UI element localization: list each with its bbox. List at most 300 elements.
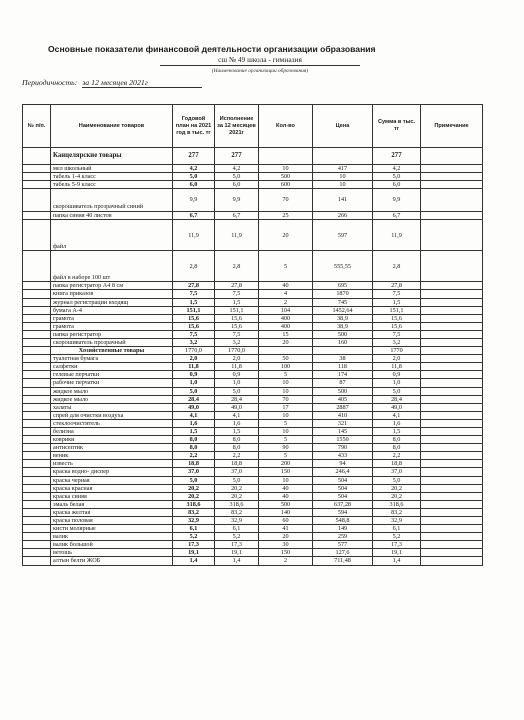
plan-cell: 4,1 bbox=[173, 411, 215, 419]
note-cell bbox=[421, 468, 483, 476]
plan-cell: 28,4 bbox=[173, 395, 215, 403]
table-row bbox=[23, 557, 483, 565]
item-name-cell: жидкое мыло bbox=[51, 395, 173, 403]
row-number-cell bbox=[23, 298, 51, 306]
exec-cell: 0,9 bbox=[215, 371, 259, 379]
item-name-cell: антисептик bbox=[51, 444, 173, 452]
qty-cell: 10 bbox=[259, 476, 313, 484]
sum-cell: 7,5 bbox=[373, 330, 421, 338]
price-cell: 637,28 bbox=[313, 500, 373, 508]
row-number-cell bbox=[23, 525, 51, 533]
exec-cell: 5,0 bbox=[215, 173, 259, 181]
price-cell: 118 bbox=[313, 363, 373, 371]
organization-name: сш № 49 школа - гимназия bbox=[160, 55, 360, 66]
item-name-cell: салфетки bbox=[51, 363, 173, 371]
item-name-cell: скорошиватель прозрачный синий bbox=[51, 189, 173, 212]
row-number-cell bbox=[23, 517, 51, 525]
item-name-cell: краска синяя bbox=[51, 492, 173, 500]
row-number-cell bbox=[23, 427, 51, 435]
item-name-cell: веник bbox=[51, 452, 173, 460]
qty-cell: 5 bbox=[259, 371, 313, 379]
price-cell: 141 bbox=[313, 189, 373, 212]
exec-cell: 18,8 bbox=[215, 460, 259, 468]
table-row bbox=[23, 444, 483, 452]
sum-cell: 4,1 bbox=[373, 411, 421, 419]
table-row bbox=[23, 395, 483, 403]
note-cell bbox=[421, 355, 483, 363]
row-number-cell bbox=[23, 173, 51, 181]
row-number-cell bbox=[23, 363, 51, 371]
table-row bbox=[23, 525, 483, 533]
row-number-cell bbox=[23, 403, 51, 411]
note-cell bbox=[421, 436, 483, 444]
price-cell: 259 bbox=[313, 533, 373, 541]
sum-cell: 11,8 bbox=[373, 363, 421, 371]
exec-cell: 3,2 bbox=[215, 339, 259, 347]
note-cell bbox=[421, 460, 483, 468]
note-cell bbox=[421, 517, 483, 525]
organization-caption: (Наименование организации образования) bbox=[211, 68, 309, 74]
qty-cell: 5 bbox=[259, 452, 313, 460]
note-cell bbox=[421, 181, 483, 189]
sum-cell: 6,7 bbox=[373, 212, 421, 220]
note-cell bbox=[421, 148, 483, 165]
table-row bbox=[23, 220, 483, 251]
row-number-cell bbox=[23, 444, 51, 452]
row-number-cell bbox=[23, 314, 51, 322]
item-name-cell: табель 5-9 класс bbox=[51, 181, 173, 189]
price-cell: 745 bbox=[313, 298, 373, 306]
exec-cell: 49,0 bbox=[215, 403, 259, 411]
exec-cell: 32,9 bbox=[215, 517, 259, 525]
plan-cell: 11,9 bbox=[173, 220, 215, 251]
section-row bbox=[23, 148, 483, 165]
qty-cell: 70 bbox=[259, 395, 313, 403]
note-cell bbox=[421, 290, 483, 298]
table-row bbox=[23, 500, 483, 508]
period-value: за 12 месяцев 2021г bbox=[82, 78, 202, 88]
table-row bbox=[23, 419, 483, 427]
exec-cell: 8,0 bbox=[215, 444, 259, 452]
item-name-cell: Канцелярские товары bbox=[51, 148, 173, 165]
plan-cell: 15,6 bbox=[173, 314, 215, 322]
table-row bbox=[23, 411, 483, 419]
plan-cell: 20,2 bbox=[173, 484, 215, 492]
row-number-cell bbox=[23, 251, 51, 282]
exec-cell: 6,1 bbox=[215, 525, 259, 533]
note-cell bbox=[421, 339, 483, 347]
sum-cell: 6,1 bbox=[373, 525, 421, 533]
col-name-header: Наименование товаров bbox=[51, 105, 173, 148]
sum-cell: 151,1 bbox=[373, 306, 421, 314]
exec-cell: 7,5 bbox=[215, 330, 259, 338]
plan-cell: 277 bbox=[173, 148, 215, 165]
plan-cell: 27,8 bbox=[173, 282, 215, 290]
sum-cell: 1,4 bbox=[373, 557, 421, 565]
price-cell: 597 bbox=[313, 220, 373, 251]
qty-cell: 41 bbox=[259, 525, 313, 533]
qty-cell: 40 bbox=[259, 492, 313, 500]
plan-cell: 5,0 bbox=[173, 387, 215, 395]
row-number-cell bbox=[23, 549, 51, 557]
plan-cell: 8,0 bbox=[173, 436, 215, 444]
note-cell bbox=[421, 533, 483, 541]
sum-cell: 1,5 bbox=[373, 298, 421, 306]
row-number-cell bbox=[23, 395, 51, 403]
plan-cell: 5,2 bbox=[173, 533, 215, 541]
plan-cell: 2,0 bbox=[173, 355, 215, 363]
sum-cell: 15,6 bbox=[373, 314, 421, 322]
note-cell bbox=[421, 427, 483, 435]
exec-cell: 17,3 bbox=[215, 541, 259, 549]
sum-cell: 9,9 bbox=[373, 189, 421, 212]
table-row bbox=[23, 492, 483, 500]
note-cell bbox=[421, 549, 483, 557]
sum-cell: 5,2 bbox=[373, 533, 421, 541]
item-name-cell: грамота bbox=[51, 314, 173, 322]
plan-cell: 9,9 bbox=[173, 189, 215, 212]
price-cell: 87 bbox=[313, 379, 373, 387]
price-cell: 127,6 bbox=[313, 549, 373, 557]
plan-cell: 2,2 bbox=[173, 452, 215, 460]
plan-cell: 6,1 bbox=[173, 525, 215, 533]
qty-cell: 40 bbox=[259, 282, 313, 290]
row-number-cell bbox=[23, 508, 51, 516]
note-cell bbox=[421, 476, 483, 484]
row-number-cell bbox=[23, 419, 51, 427]
qty-cell: 70 bbox=[259, 189, 313, 212]
item-name-cell: краска красная bbox=[51, 484, 173, 492]
item-name-cell: папка синяя 40 листов bbox=[51, 212, 173, 220]
exec-cell: 1,4 bbox=[215, 557, 259, 565]
col-note-header: Примечание bbox=[421, 105, 483, 148]
exec-cell: 5,2 bbox=[215, 533, 259, 541]
item-name-cell: мел школьный bbox=[51, 165, 173, 173]
table-row bbox=[23, 181, 483, 189]
row-number-cell bbox=[23, 212, 51, 220]
note-cell bbox=[421, 492, 483, 500]
price-cell: 160 bbox=[313, 339, 373, 347]
row-number-cell bbox=[23, 411, 51, 419]
plan-cell: 5,0 bbox=[173, 476, 215, 484]
note-cell bbox=[421, 387, 483, 395]
plan-cell: 4,2 bbox=[173, 165, 215, 173]
price-cell: 594 bbox=[313, 508, 373, 516]
table-row bbox=[23, 387, 483, 395]
price-cell: 711,48 bbox=[313, 557, 373, 565]
sum-cell: 28,4 bbox=[373, 395, 421, 403]
item-name-cell: Хозяйственные товары bbox=[51, 347, 173, 355]
note-cell bbox=[421, 557, 483, 565]
exec-cell: 15,6 bbox=[215, 314, 259, 322]
sum-cell: 8,0 bbox=[373, 436, 421, 444]
table-row bbox=[23, 533, 483, 541]
note-cell bbox=[421, 173, 483, 181]
price-cell: 433 bbox=[313, 452, 373, 460]
price-cell: 38 bbox=[313, 355, 373, 363]
plan-cell: 17,3 bbox=[173, 541, 215, 549]
sum-cell: 2,2 bbox=[373, 452, 421, 460]
table-row bbox=[23, 339, 483, 347]
qty-cell: 500 bbox=[259, 500, 313, 508]
exec-cell: 27,8 bbox=[215, 282, 259, 290]
plan-cell: 6,0 bbox=[173, 181, 215, 189]
qty-cell: 150 bbox=[259, 468, 313, 476]
price-cell: 405 bbox=[313, 395, 373, 403]
sum-cell: 2,8 bbox=[373, 251, 421, 282]
item-name-cell: папка регистратор А4 8 см bbox=[51, 282, 173, 290]
row-number-cell bbox=[23, 436, 51, 444]
plan-cell: 37,0 bbox=[173, 468, 215, 476]
row-number-cell bbox=[23, 339, 51, 347]
item-name-cell: туалетная бумага bbox=[51, 355, 173, 363]
note-cell bbox=[421, 508, 483, 516]
table-row bbox=[23, 189, 483, 212]
sum-cell: 19,1 bbox=[373, 549, 421, 557]
row-number-cell bbox=[23, 387, 51, 395]
plan-cell: 20,2 bbox=[173, 492, 215, 500]
qty-cell: 104 bbox=[259, 306, 313, 314]
price-cell: 500 bbox=[313, 330, 373, 338]
plan-cell: 0,9 bbox=[173, 371, 215, 379]
sum-cell: 2,0 bbox=[373, 355, 421, 363]
price-cell: 410 bbox=[313, 411, 373, 419]
note-cell bbox=[421, 251, 483, 282]
plan-cell: 7,5 bbox=[173, 330, 215, 338]
row-number-cell bbox=[23, 330, 51, 338]
item-name-cell: журнал регистрации входящ bbox=[51, 298, 173, 306]
item-name-cell: файл в наборе 100 шт bbox=[51, 251, 173, 282]
plan-cell: 6,7 bbox=[173, 212, 215, 220]
note-cell bbox=[421, 419, 483, 427]
row-number-cell bbox=[23, 492, 51, 500]
sum-cell: 11,9 bbox=[373, 220, 421, 251]
exec-cell: 4,2 bbox=[215, 165, 259, 173]
exec-cell: 6,0 bbox=[215, 181, 259, 189]
exec-cell: 4,1 bbox=[215, 411, 259, 419]
note-cell bbox=[421, 444, 483, 452]
note-cell bbox=[421, 452, 483, 460]
price-cell: 145 bbox=[313, 427, 373, 435]
price-cell: 504 bbox=[313, 492, 373, 500]
exec-cell: 2,0 bbox=[215, 355, 259, 363]
price-cell: 1550 bbox=[313, 436, 373, 444]
table-row bbox=[23, 282, 483, 290]
sum-cell: 318,6 bbox=[373, 500, 421, 508]
row-number-cell bbox=[23, 322, 51, 330]
item-name-cell: кисти молярные bbox=[51, 525, 173, 533]
item-name-cell: эмаль белая bbox=[51, 500, 173, 508]
plan-cell: 7,5 bbox=[173, 290, 215, 298]
price-cell: 321 bbox=[313, 419, 373, 427]
plan-cell: 32,9 bbox=[173, 517, 215, 525]
qty-cell: 40 bbox=[259, 484, 313, 492]
table-row bbox=[23, 251, 483, 282]
section-row bbox=[23, 347, 483, 355]
plan-cell: 318,6 bbox=[173, 500, 215, 508]
note-cell bbox=[421, 525, 483, 533]
row-number-cell bbox=[23, 500, 51, 508]
plan-cell: 8,0 bbox=[173, 444, 215, 452]
qty-cell: 4 bbox=[259, 290, 313, 298]
col-price-header: Цена bbox=[313, 105, 373, 148]
plan-cell: 1,5 bbox=[173, 427, 215, 435]
item-name-cell: краска черная bbox=[51, 476, 173, 484]
price-cell: 246,4 bbox=[313, 468, 373, 476]
note-cell bbox=[421, 189, 483, 212]
row-number-cell bbox=[23, 533, 51, 541]
exec-cell: 5,0 bbox=[215, 387, 259, 395]
plan-cell: 2,8 bbox=[173, 251, 215, 282]
qty-cell: 20 bbox=[259, 533, 313, 541]
sum-cell: 3,2 bbox=[373, 339, 421, 347]
exec-cell: 20,2 bbox=[215, 492, 259, 500]
item-name-cell: валик bbox=[51, 533, 173, 541]
row-number-cell bbox=[23, 189, 51, 212]
qty-cell bbox=[259, 347, 313, 355]
note-cell bbox=[421, 411, 483, 419]
price-cell: 695 bbox=[313, 282, 373, 290]
exec-cell: 1,6 bbox=[215, 419, 259, 427]
price-cell: 38,9 bbox=[313, 314, 373, 322]
row-number-cell bbox=[23, 355, 51, 363]
row-number-cell bbox=[23, 306, 51, 314]
col-sum-header: Сумма в тыс. тг bbox=[373, 105, 421, 148]
sum-cell: 8,0 bbox=[373, 444, 421, 452]
price-cell: 2887 bbox=[313, 403, 373, 411]
sum-cell: 1,6 bbox=[373, 419, 421, 427]
qty-cell: 17 bbox=[259, 403, 313, 411]
row-number-cell bbox=[23, 476, 51, 484]
sum-cell: 49,0 bbox=[373, 403, 421, 411]
price-cell: 504 bbox=[313, 476, 373, 484]
note-cell bbox=[421, 306, 483, 314]
row-number-cell bbox=[23, 452, 51, 460]
table-row bbox=[23, 290, 483, 298]
table-row bbox=[23, 173, 483, 181]
note-cell bbox=[421, 165, 483, 173]
note-cell bbox=[421, 314, 483, 322]
exec-cell: 151,1 bbox=[215, 306, 259, 314]
qty-cell: 400 bbox=[259, 322, 313, 330]
note-cell bbox=[421, 484, 483, 492]
row-number-cell bbox=[23, 468, 51, 476]
table-row bbox=[23, 363, 483, 371]
item-name-cell: краска водно- диспер bbox=[51, 468, 173, 476]
item-name-cell: файл bbox=[51, 220, 173, 251]
row-number-cell bbox=[23, 484, 51, 492]
qty-cell: 10 bbox=[259, 427, 313, 435]
row-number-cell bbox=[23, 347, 51, 355]
qty-cell: 150 bbox=[259, 549, 313, 557]
item-name-cell: халаты bbox=[51, 403, 173, 411]
table-row bbox=[23, 403, 483, 411]
table-row bbox=[23, 460, 483, 468]
row-number-cell bbox=[23, 290, 51, 298]
exec-cell: 5,0 bbox=[215, 476, 259, 484]
qty-cell: 10 bbox=[259, 387, 313, 395]
price-cell: 577 bbox=[313, 541, 373, 549]
plan-cell: 1770,0 bbox=[173, 347, 215, 355]
plan-cell: 19,1 bbox=[173, 549, 215, 557]
exec-cell: 37,0 bbox=[215, 468, 259, 476]
table-row bbox=[23, 436, 483, 444]
exec-cell: 20,2 bbox=[215, 484, 259, 492]
qty-cell: 2 bbox=[259, 557, 313, 565]
row-number-cell bbox=[23, 379, 51, 387]
price-cell: 174 bbox=[313, 371, 373, 379]
note-cell bbox=[421, 541, 483, 549]
sum-cell: 277 bbox=[373, 148, 421, 165]
exec-cell: 19,1 bbox=[215, 549, 259, 557]
item-name-cell: стеклоочиститель bbox=[51, 419, 173, 427]
row-number-cell bbox=[23, 148, 51, 165]
row-number-cell bbox=[23, 557, 51, 565]
sum-cell: 37,0 bbox=[373, 468, 421, 476]
exec-cell: 318,6 bbox=[215, 500, 259, 508]
qty-cell: 5 bbox=[259, 251, 313, 282]
sum-cell: 15,6 bbox=[373, 322, 421, 330]
table-row bbox=[23, 212, 483, 220]
note-cell bbox=[421, 330, 483, 338]
item-name-cell: бумага А-4 bbox=[51, 306, 173, 314]
qty-cell: 50 bbox=[259, 355, 313, 363]
exec-cell: 9,9 bbox=[215, 189, 259, 212]
qty-cell: 200 bbox=[259, 460, 313, 468]
item-name-cell: гелевые перчатки bbox=[51, 371, 173, 379]
plan-cell: 1,6 bbox=[173, 419, 215, 427]
note-cell bbox=[421, 298, 483, 306]
qty-cell: 10 bbox=[259, 379, 313, 387]
sum-cell: 20,2 bbox=[373, 484, 421, 492]
plan-cell: 3,2 bbox=[173, 339, 215, 347]
item-name-cell: известь bbox=[51, 460, 173, 468]
plan-cell: 15,6 bbox=[173, 322, 215, 330]
col-exec-header: Исполнение за 12 месяцев 2021г bbox=[215, 105, 259, 148]
qty-cell: 90 bbox=[259, 444, 313, 452]
sum-cell: 32,9 bbox=[373, 517, 421, 525]
plan-cell: 18,8 bbox=[173, 460, 215, 468]
col-qty-header: Кол-во bbox=[259, 105, 313, 148]
table-body bbox=[23, 148, 483, 566]
price-cell: 38,9 bbox=[313, 322, 373, 330]
sum-cell: 20,2 bbox=[373, 492, 421, 500]
exec-cell: 277 bbox=[215, 148, 259, 165]
item-name-cell: ветошь bbox=[51, 549, 173, 557]
row-number-cell bbox=[23, 371, 51, 379]
table-header-row bbox=[23, 105, 483, 148]
price-cell: 266 bbox=[313, 212, 373, 220]
period-label: Периодичность: bbox=[22, 78, 78, 87]
qty-cell: 15 bbox=[259, 330, 313, 338]
sum-cell: 5,0 bbox=[373, 387, 421, 395]
plan-cell: 1,0 bbox=[173, 379, 215, 387]
table-row bbox=[23, 165, 483, 173]
table-row bbox=[23, 541, 483, 549]
qty-cell: 500 bbox=[259, 173, 313, 181]
row-number-cell bbox=[23, 460, 51, 468]
qty-cell: 10 bbox=[259, 165, 313, 173]
plan-cell: 1,5 bbox=[173, 298, 215, 306]
note-cell bbox=[421, 500, 483, 508]
price-cell: 548,8 bbox=[313, 517, 373, 525]
sum-cell: 5,0 bbox=[373, 476, 421, 484]
table-row bbox=[23, 379, 483, 387]
table-row bbox=[23, 549, 483, 557]
table-row bbox=[23, 517, 483, 525]
item-name-cell: коврики bbox=[51, 436, 173, 444]
item-name-cell: краска половая bbox=[51, 517, 173, 525]
